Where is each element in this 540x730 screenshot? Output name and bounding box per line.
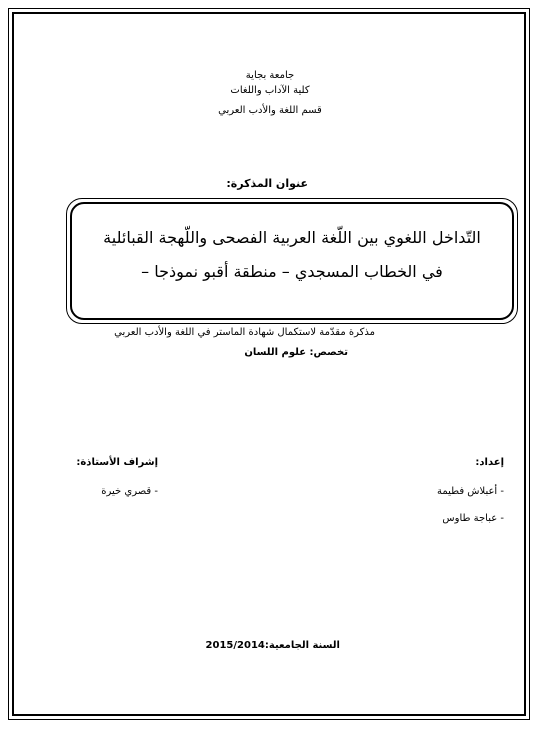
- memo-title-line-1: التّداخل اللغوي بين اللّغة العربية الفصحى واللّهجة القبائلية: [103, 228, 481, 247]
- memo-description: مذكرة مقدّمة لاستكمال شهادة الماستر في اللغة والأدب العربي: [114, 327, 375, 338]
- student-name: - عباجة طاوس: [442, 513, 504, 524]
- preparation-label: إعداد:: [475, 457, 504, 468]
- student-name: - أعبلاش فطيمة: [436, 486, 504, 497]
- title-box-inner: [70, 202, 514, 320]
- academic-year: السنة الجامعية:2015/2014: [205, 640, 340, 651]
- page-border-inner: [12, 12, 526, 716]
- university-name: جامعة بجاية: [245, 70, 295, 81]
- supervision-label: إشراف الأستاذة:: [76, 457, 158, 468]
- memo-title-label: عنوان المذكرة:: [226, 177, 308, 190]
- specialization: تخصص: علوم اللسان: [244, 347, 348, 358]
- faculty-name: كلية الآداب واللغات: [230, 85, 310, 96]
- department-name: قسم اللغة والأدب العربي: [218, 105, 322, 116]
- memo-title-line-2: في الخطاب المسجدي – منطقة أقبو نموذجا –: [141, 262, 443, 281]
- supervisor-name: - قصري خيرة: [101, 486, 158, 497]
